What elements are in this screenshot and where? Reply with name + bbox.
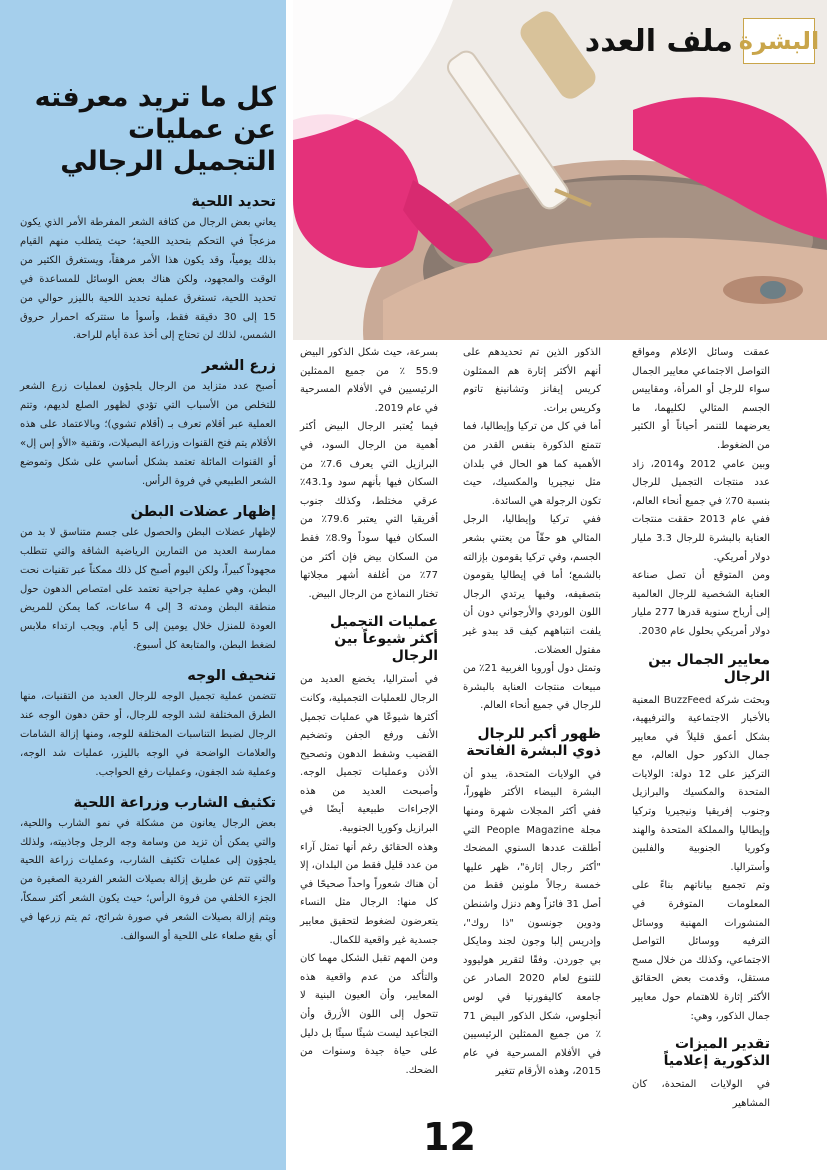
article-paragraph: وتم تجميع بياناتهم بناءً على المعلومات المتوفرة في المنشورات المهنية ووسائل الترفيه ووسائل التواصل الاجتماعي، وكذلك من خلال مسح مستقل، وقدمت بعض الحقائق الأكثر إثارة للاهتمام حول معايير جمال الذكور، وهي: bbox=[632, 880, 770, 1022]
sidebar-section-heading: تنحيف الوجه bbox=[187, 668, 276, 685]
article-paragraph: في الولايات المتحدة، كان المشاهير bbox=[632, 1079, 770, 1109]
sidebar-section-heading: تكثيف الشارب وزراعة اللحية bbox=[73, 794, 276, 811]
article-subheading: معايير الجمال بين الرجال bbox=[648, 651, 770, 685]
sidebar-section-heading: تحديد اللحية bbox=[191, 194, 276, 210]
article-subheading: تقدير الميزات الذكورية إعلامياً bbox=[663, 1036, 770, 1070]
article-paragraph: الذكور الذين تم تحديدهم على أنهم الأكثر إثارة هم الممثلون كريس إيفانز وتشانينغ تاتوم وكريس برات. bbox=[463, 347, 601, 414]
sidebar-section-text: بعض الرجال يعانون من مشكلة في نمو الشارب واللحية، والتي يمكن أن تزيد من وسامة وجه الرجل وجاذبيته، ولذلك يلجؤون إلى عمليات تكثيف الشارب، وعمليات زراعة اللحية والتي تتم عن طريق إزالة بصيلات الشعر الفردية الصغيرة من الجزء الخلفي من فروة الرأس؛ حيث يكون الشعر أكثر سمكاً، ويتم إزالة بصيلات الشعر في صورة شرائح، ثم يتم زرعها في أي بقع صلعاء على اللحية أو السوالف. bbox=[20, 817, 276, 943]
article-paragraph: ومن المهم تقبل الشكل مهما كان والتأكد من عدم واقعية هذه المعايير، وأن العيون البنية لا تتحول إلى اللون الأزرق وأن التجاعيد ليست شيئًا سيئًا بل دليل على حياة جيدة وسنوات من الضحك. bbox=[300, 953, 438, 1076]
sidebar-section-text: لإظهار عضلات البطن والحصول على جسم متناسق لا بد من ممارسة العديد من التمارين الرياضية الشاقة والتي تتطلب مجهوداً كبيراً، ولكن اليوم أصبح كل ذلك ممكناً عبر تقنيات نحت البطن، وهي عملية جراحية تعتمد على امتصاص الدهون حول منطقة البطن ومدته 3 إلى 4 ساعات، كما يمكن للمريض العودة للمنزل خلال يومين إلى 5 أيام. ويجب ارتداء ملابس لضغط البطن، والمتابعة كل أسبوع. bbox=[20, 526, 276, 652]
article-column-1 bbox=[632, 344, 770, 1113]
article-paragraph: وتمثل دول أوروبا الغربية 21٪ من مبيعات منتجات العناية بالبشرة للرجال في جميع أنحاء العالم. bbox=[463, 663, 601, 712]
article-paragraph: فيما يُعتبر الرجال البيض أكثر أهمية من الرجال السود، في البرازيل التي يعرف 7.6٪ من السكان فيها بأنهم سود و43.1٪ عرقي مختلط، وكذلك جنوب أفريقيا التي يعتبر 79.6٪ من السكان فيها سوداً و8.9٪ فقط من السكان بيض فإن أكثر من 77٪ من أغلفة أشهر مجلاتها تختار النماذج من الرجال البيض. bbox=[300, 421, 438, 600]
sidebar-section-text: يعاني بعض الرجال من كثافة الشعر المفرطة الأمر الذي يكون مزعجاً في التحكم بتحديد اللحية؛ حيث يتطلب منهم القيام بذلك يومياً، وقد يكون هذا الأمر مرهقاً، ويستغرق الكثير من الوقت والمجهود، ولكن هناك بعض الوسائل للمساعدة في تحديد اللحية، تستغرق عملية تحديد اللحية بالليزر حوالي من 15 إلى 30 دقيقة فقط، وأسوأ ما ستتركه احمرار حروق الشمس، لذلك لن تحتاج إلى أخذ عدة أيام للراحة. bbox=[20, 217, 276, 342]
sidebar-section-heading: إظهار عضلات البطن bbox=[130, 503, 276, 520]
magazine-logo bbox=[738, 18, 820, 64]
article-subheading: ظهور أكبر للرجال ذوي البشرة الفاتحة bbox=[466, 725, 601, 759]
page-number: 12 bbox=[423, 1115, 476, 1159]
sidebar-section-text: تتضمن عملية تجميل الوجه للرجال العديد من التقنيات، منها الطرق المختلفة لشد الوجه للرجال، أو حقن دهون الوجه عند الرجال لضبط التناسبات المختلفة للوجه، ومنها إزالة الشامات والعلامات الواضحة في الوجه بالليزر، عمليات شد الوجه، وعملية شد الجفون، وعمليات رفع الحواجب. bbox=[20, 691, 276, 778]
masthead bbox=[584, 18, 820, 64]
sidebar-content bbox=[20, 82, 276, 947]
article-paragraph: أما في كل من تركيا وإيطاليا، فما تتمتع الذكورة بنفس القدر من الأهمية كما هو الحال في بلدان مثل نيجيريا والمكسيك، حيث تكون الرجولة هي السائدة. bbox=[463, 421, 601, 507]
article-paragraph: ففي تركيا وإيطاليا، الرجل المثالي هو حقّاً من يعتني بشعر الجسم، وفي تركيا يقومون بإزالته بالشمع؛ أما في إيطاليا يقومون بتصفيفه، وفيها يرتدي الرجال اللون الوردي والأرجواني دون أن يلفت انتباههم كيف قد يبدو غير مفتول العضلات. bbox=[463, 514, 601, 656]
article-paragraph: وبحثت شركة BuzzFeed المعنية بالأخبار الاجتماعية والترفيهية، بشكل أعمق قليلاً في معايير جمال الذكور حول العالم، مع التركيز على 12 دولة: الولايات المتحدة والمكسيك والبرازيل وجنوب إفريقيا ونيجيريا وتركيا وإيطاليا والمملكة المتحدة والهند وكوريا الجنوبية والفلبين وأستراليا. bbox=[632, 694, 771, 873]
article-column-3 bbox=[300, 344, 438, 1080]
article-paragraph: ومن المتوقع أن تصل صناعة العناية الشخصية للرجال العالمية إلى أرباح سنوية قدرها 277 مليار دولار أمريكي بحلول عام 2030. bbox=[632, 570, 770, 637]
sidebar-section-heading: زرع الشعر bbox=[201, 358, 276, 375]
article-paragraph: في الولايات المتحدة، يبدو أن البشرة البيضاء الأكثر ظهوراً، ففي أكثر المجلات شهرة ومنها مجلة People Magazine التي أطلقت عددها السنوي المضحك "أكثر رجال إثارة"، ظهر عليها خمسة رجالاً ملونين فقط من أصل 31 فائزاً وهم دنزل واشنطن ودوين جونسون "ذا روك"، وإدريس إلبا وجون لجند ومايكل بي جوردن. وفقًا لتقرير هوليوود للتنوع لعام 2020 الصادر عن جامعة كاليفورنيا في لوس أنجلوس، شكل الذكور البيض 71 ٪ من جميع الممثلين الرئيسيين في الأفلام المسرحية في عام 2015، وهذه الأرقام تتغير bbox=[463, 768, 601, 1078]
article-paragraph: في أستراليا، يخضع العديد من الرجال للعمليات التجميلية، وكانت أكثرها شيوعًا هي عمليات تجميل الأنف ورفع الجفن وتضخيم القضيب وشفط الدهون وتصحيح الأذن وعمليات تجميل الوجه. وأصبحت العديد من هذه الإجراءات طبيعية أيضًا في البرازيل وكوريا الجنوبية. bbox=[300, 674, 438, 835]
article-subheading: عمليات التجميل أكثر شيوعاً بين الرجال bbox=[329, 614, 438, 665]
hero-photo bbox=[293, 0, 827, 340]
article-column-2 bbox=[463, 344, 601, 1082]
article-paragraph: وهذه الحقائق رغم أنها تمثل آراء من عدد قليل فقط من البلدان، إلا أن هناك شعوراً واحداً صحيحًا في كل منها: الرجال مثل النساء يتعرضون لضغوط لتحقيق معايير جسدية غير واقعية للكمال. bbox=[300, 841, 438, 946]
issue-title: ملف العدد bbox=[584, 23, 733, 59]
logo-text: البشرة bbox=[738, 27, 820, 55]
article-paragraph: وبين عامي 2012 و2014، زاد عدد منتجات التجميل للرجال بنسبة 70٪ في جميع أنحاء العالم، ففي عام 2013 حققت منتجات العناية بالبشرة للرجال 3.3 مليار دولار أمريكي. bbox=[632, 458, 770, 563]
sidebar bbox=[0, 0, 286, 1170]
article-paragraph: عمقت وسائل الإعلام ومواقع التواصل الاجتماعي معايير الجمال سواء للرجل أو المرأة، ومقاييس الجسم المثالي لكليهما، ما يعرضهما للتنمر أحياناً أو الكثير من الضغوط. bbox=[632, 347, 770, 451]
sidebar-section-text: أصبح عدد متزايد من الرجال يلجؤون لعمليات زرع الشعر للتخلص من الأسباب التي تؤدي لظهور الصلع لديهم، وتتم العملية عبر أقلام تعرف بـ (أقلام تشوي)؛ وبالاعتماد على هذه الأقلام يتم فتح القنوات وزراعة البصيلات، وتقنية «الأو إس إل» أو القنوات المائلة تعتمد بشكل أساسي على شكل وتموضع الشعر الطبيعي في فروة الرأس. bbox=[20, 381, 276, 487]
article-title: كل ما تريد معرفته عن عمليات التجميل الرجالي bbox=[34, 82, 276, 177]
article-paragraph: بسرعة، حيث شكل الذكور البيض 55.9 ٪ من جميع الممثلين الرئيسيين في الأفلام المسرحية في عام 2019. bbox=[300, 347, 438, 414]
